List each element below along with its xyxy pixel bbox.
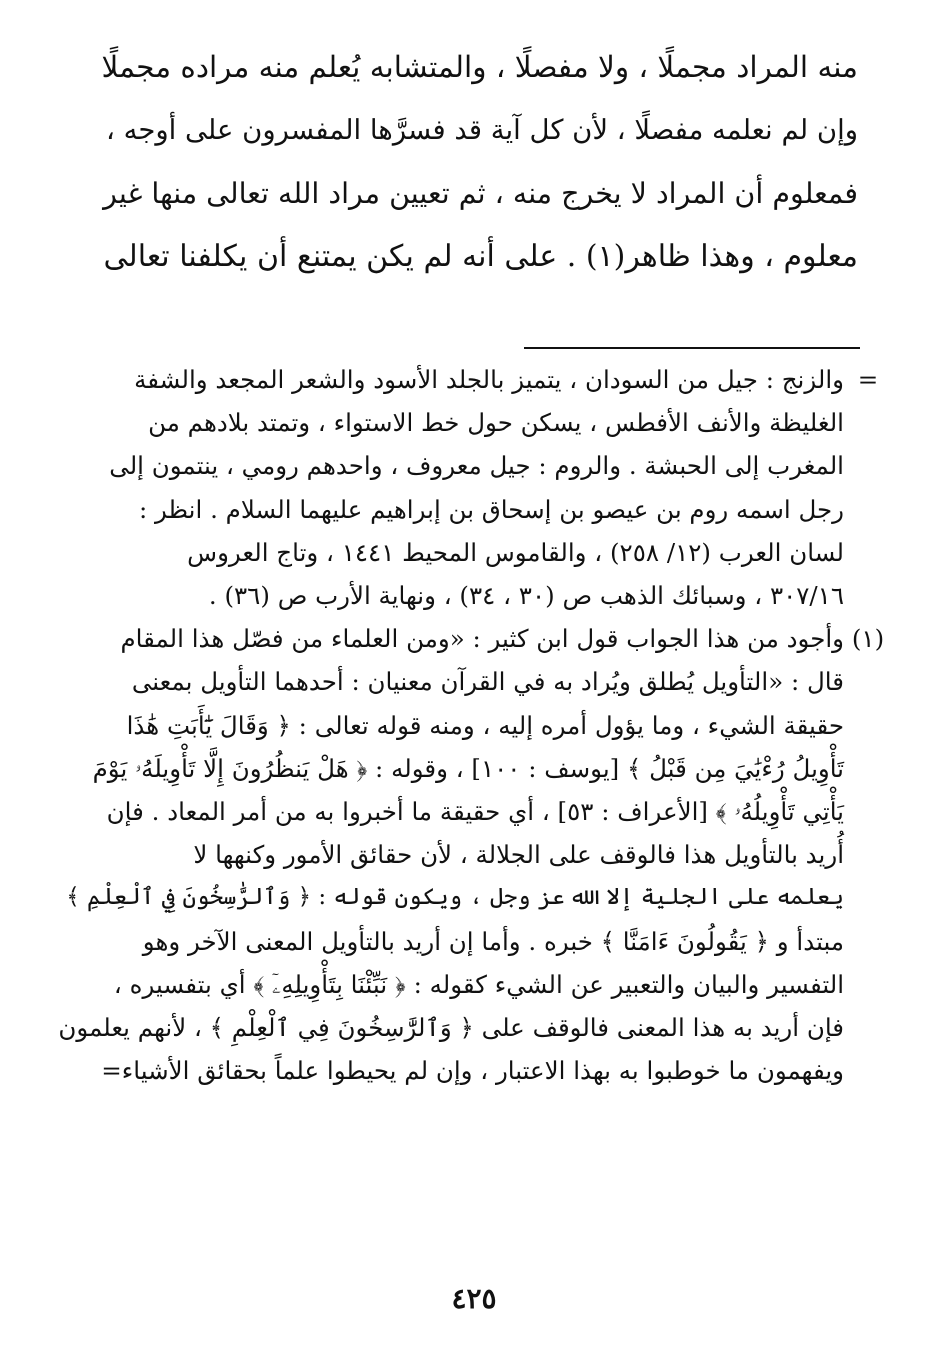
footnote-line: لسان العرب (١٢/ ٢٥٨) ، والقاموس المحيط ١٤٤١ ، وتاج العروس: [187, 537, 844, 567]
footnote-line: تَأْوِيلُ رُءْيَٰيَ مِن قَبْلُ ﴾ [يوسف : ١٠٠] ، وقوله : ﴿ هَلْ يَنظُرُونَ إِلَّا تَأْوِيلَهُۥ يَوْمَ: [92, 753, 844, 783]
footnote-line: قال : «التأويل يُطلق ويُراد به في القرآن معنيان : أحدهما التأويل بمعنى: [131, 667, 844, 697]
footnotes-block: [53, 358, 888, 1092]
footnote-line: المغرب إلى الحبشة . والروم : جيل معروف ، واحدهم رومي ، ينتمون إلى: [109, 451, 844, 481]
page-number: ٤٢٥: [451, 1282, 497, 1315]
footnote-line: ٣٠٧/١٦ ، وسبائك الذهب ص (٣٠ ، ٣٤) ، ونهاية الأرب ص (٣٦) .: [208, 581, 844, 611]
continuation-marker: =: [857, 365, 879, 394]
main-text-line: فمعلوم أن المراد لا يخرج منه ، ثم تعيين مراد الله تعالى منها غير: [103, 177, 858, 210]
footnote-line: التفسير والبيان والتعبير عن الشيء كقوله : ﴿ نَبِّئْنَا بِتَأْوِيلِهِۦٓ ﴾ أي بتفسيره ،: [113, 969, 844, 999]
footnote-line: فإن أريد به هذا المعنى فالوقف على ﴿ وَٱلرَّٰسِخُونَ فِي ٱلْعِلْمِ ﴾ ، لأنهم يعلمون: [58, 1013, 844, 1043]
main-text-line: معلوم ، وهذا ظاهر(١) . على أنه لم يكن يمتنع أن يكلفنا تعالى: [103, 239, 858, 274]
footnote-line-text: وأجود من هذا الجواب قول ابن كثير : «ومن العلماء من فصّل هذا المقام: [120, 624, 844, 654]
footnote-line: ويفهمون ما خوطبوا به بهذا الاعتبار ، وإن لم يحيطوا علماً بحقائق الأشياء=: [101, 1056, 844, 1086]
footnote-line: يَأْتِي تَأْوِيلُهُۥ ﴾ [الأعراف : ٥٣] ، أي حقيقة ما أخبروا به من أمر المعاد . فإن: [106, 797, 844, 827]
main-text-line: وإن لم نعلمه مفصلًا ، لأن كل آية قد فسرَّها المفسرون على أوجه ،: [105, 114, 858, 146]
main-text-line: منه المراد مجملًا ، ولا مفصلًا ، والمتشابه يُعلم منه مراده مجملًا: [101, 50, 858, 84]
footnote-line: [53, 358, 888, 401]
main-text-block: [98, 36, 858, 288]
footnote-number: (١): [851, 624, 885, 654]
footnote-line: حقيقة الشيء ، وما يؤول أمره إليه ، ومنه قوله تعالى : ﴿ وَقَالَ يَٰٓأَبَتِ هَٰذَا: [126, 710, 844, 740]
footnote-line: أُريد بالتأويل هذا فالوقف على الجلالة ، لأن حقائق الأمور وكنهها لا: [193, 840, 844, 870]
footnote-line: [53, 617, 888, 660]
footnote-line: الغليظة والأنف الأفطس ، يسكن حول خط الاستواء ، وتمتد بلادهم من: [148, 408, 844, 438]
footnote-line: يعلمه على الجلية إلا الله عز وجل ، ويكون قوله : ﴿ وَٱلرَّٰسِخُونَ فِي ٱلْعِلْمِ ﴾: [66, 884, 844, 911]
footnote-line: مبتدأ و ﴿ يَقُولُونَ ءَامَنَّا ﴾ خبره . وأما إن أريد بالتأويل المعنى الآخر وهو: [142, 926, 844, 956]
footnote-line-text: والزنج : جيل من السودان ، يتميز بالجلد الأسود والشعر المجعد والشفة: [134, 365, 844, 394]
footnote-divider: [524, 347, 860, 349]
footnote-line: رجل اسمه روم بن عيصو بن إسحاق بن إبراهيم عليهما السلام . انظر :: [139, 494, 844, 524]
